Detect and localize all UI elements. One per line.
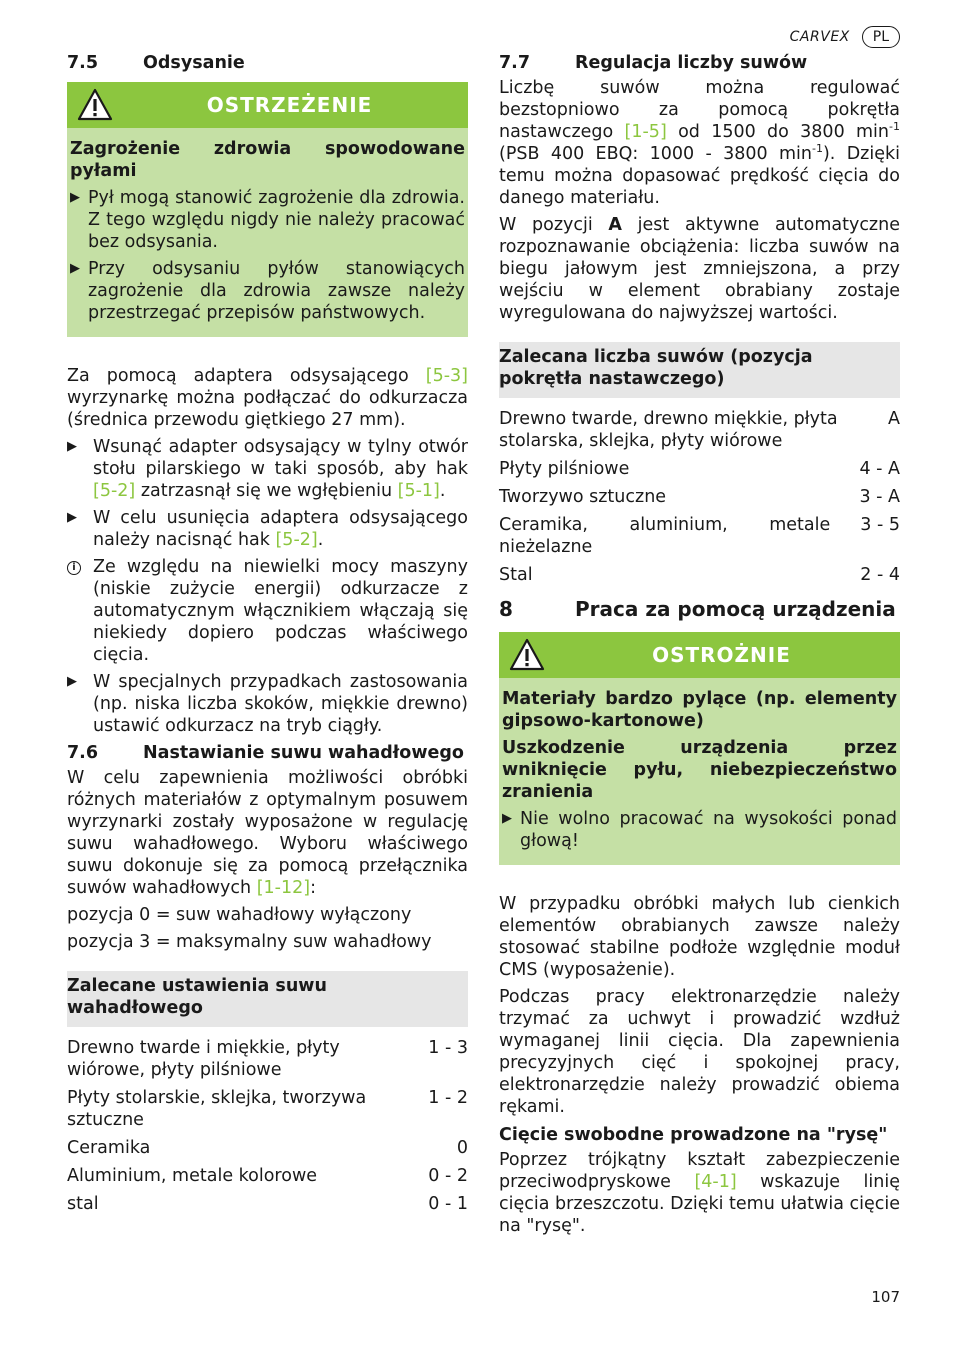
table-row: Tworzywo sztuczne 3 - A (499, 487, 900, 507)
table-row: Aluminium, metale kolorowe 0 - 2 (67, 1166, 468, 1186)
position-0-text: pozycja 0 = suw wahadłowy wyłączony (67, 905, 412, 925)
caution-bold-text: Materiały bardzo pylące (np. elementy gipsowo-kartonowe) (502, 689, 897, 731)
caution-bold-text: Uszkodzenie urządzenia przez wniknięcie pyłu, niebezpieczeństwo zranienia (502, 738, 897, 802)
language-badge: PL (862, 26, 900, 48)
paragraph: Podczas pracy elektronarzędzie należy trzymać za uchwyt i prowadzić wzdłuż wymaganej linii cięcia. Dla zapewnienia precyzyjnych cięć i spokojnej pracy, elektronarzędzie należy prowadzić obiema rękami. (499, 987, 900, 1117)
warning-triangle-icon (509, 638, 545, 672)
warning-title: OSTRZEŻENIE (206, 93, 373, 117)
position-3-text: pozycja 3 = maksymalny suw wahadłowy (67, 932, 432, 952)
figure-reference-link[interactable]: [5-1] (397, 481, 440, 501)
table-row: Płyty stolarskie, sklejka, tworzywa sztuczne 1 - 2 (67, 1088, 468, 1130)
caution-header (499, 632, 900, 678)
section-7-7-heading: 7.7 Regulacja liczby suwów (499, 53, 808, 73)
table-row: Płyty pilśniowe 4 - A (499, 459, 900, 479)
list-item: ▶ Przy odsysaniu pyłów stanowiących zagrożenie dla zdrowia zawsze należy przestrzegać przepisów państwowych. (70, 259, 465, 323)
caution-box (499, 632, 900, 865)
section-7-6-heading: 7.6 Nastawianie suwu wahadłowego (67, 743, 464, 763)
subheading: Cięcie swobodne prowadzone na "rysę" (499, 1125, 888, 1145)
right-column (499, 52, 900, 1242)
paragraph: W celu zapewnienia możliwości obróbki różnych materiałów z optymalnym posuwem wyrzynarki zostały wyposażone w regulację suwu wahadłowego. Wyboru właściwego suwu dokonuje się za pomocą przełącznika suwów wahadłowych [1-12]: (67, 768, 468, 898)
stroke-rate-table (499, 408, 900, 586)
page-header (790, 26, 900, 48)
figure-reference-link[interactable]: [5-2] (275, 530, 318, 550)
warning-triangle-icon (77, 88, 113, 122)
bullet-arrow-icon: ▶ (70, 261, 80, 276)
table-row: Ceramika, aluminium, metale nieżelazne 3 - 5 (499, 515, 900, 557)
bullet-arrow-icon: ▶ (502, 811, 512, 826)
caution-title: OSTROŻNIE (652, 643, 791, 667)
list-item: ▶ Nie wolno pracować na wysokości ponad głową! (502, 809, 897, 851)
figure-reference-link[interactable]: [1-5] (624, 122, 667, 142)
brand-name: CARVEX (789, 29, 850, 45)
warning-header (67, 82, 468, 128)
list-item: ▶ W celu usunięcia adaptera odsysającego należy nacisnąć hak [5-2]. (67, 508, 468, 550)
table-row: Stal 2 - 4 (499, 565, 900, 585)
table-row: Drewno twarde, drewno miękkie, płyta stolarska, sklejka, płyty wiórowe A (499, 409, 900, 451)
paragraph: Liczbę suwów można regulować bezstopniowo za pomocą pokrętła nastawczego [1-5] od 1500 do 3800 $\min^{-1} (PSB$ 400 EBQ: 1000 - 3800 $\min^{-1}$). Dzięki temu można dopasować prędkość cięcia do danego materiału. (499, 78, 900, 208)
figure-reference-link[interactable]: [4-1] (694, 1172, 737, 1192)
section-8-heading: 8 Praca za pomocą urządzenia (499, 597, 896, 621)
figure-reference-link[interactable]: [5-3] (425, 366, 468, 386)
table-row: Drewno twarde i miękkie, płyty wiórowe, płyty pilśniowe 1 - 3 (67, 1038, 468, 1080)
section-7-5-heading: 7.5 Odsysanie (67, 53, 245, 73)
paragraph: Poprzez trójkątny kształt zabezpieczenie przeciwodpryskowe [4-1] wskazuje linię cięcia brzeszczotu. Dzięki temu ułatwia cięcie na "rysę". (499, 1150, 900, 1236)
table-header: Zalecane ustawienia suwu wahadłowego (67, 971, 468, 1027)
table-header: Zalecana liczba suwów (pozycja pokrętła nastawczego) (499, 342, 900, 398)
page-number: 107 (871, 1288, 900, 1306)
figure-reference-link[interactable]: [5-2] (93, 481, 136, 501)
pendulum-settings-table (67, 1037, 468, 1215)
info-icon: i (67, 561, 81, 575)
list-item: ▶ Pył mogą stanowić zagrożenie dla zdrowia. Z tego względu nigdy nie należy pracować bez odsysania. (70, 188, 465, 252)
list-item: ▶ W specjalnych przypadkach zastosowania (np. niska liczba skoków, miękkie drewno) ustawić odkurzacz na tryb ciągły. (67, 672, 468, 736)
bullet-arrow-icon: ▶ (67, 439, 77, 454)
list-item: ▶ Wsunąć adapter odsysający w tylny otwór stołu pilarskiego w taki sposób, aby hak [5-2] zatrzasnął się we wgłębieniu [5-1]. (67, 437, 468, 501)
info-note: i Ze względu na niewielki mocy maszyny (niskie zużycie energii) odkurzacze z automatycznym włącznikiem włączają się niekiedy dopiero podczas właściwego cięcia. (67, 556, 468, 666)
figure-reference-link[interactable]: [1-12] (256, 878, 311, 898)
warning-bold-text: Zagrożenie zdrowia spowodowane pyłami (70, 139, 465, 181)
table-row: stal 0 - 1 (67, 1194, 468, 1214)
bullet-arrow-icon: ▶ (67, 674, 77, 689)
warning-box (67, 82, 468, 337)
table-row: Ceramika 0 (67, 1138, 468, 1158)
paragraph: Za pomocą adaptera odsysającego [5-3] wyrzynarkę można podłączać do odkurzacza (średnica przewodu giętkiego 27 mm). (67, 366, 468, 430)
bullet-arrow-icon: ▶ (67, 510, 77, 525)
paragraph: W pozycji A jest aktywne automatyczne rozpoznawanie obciążenia: liczba suwów na biegu jałowym jest zmniejszona, a przy wejściu w element obrabiany zostaje wyregulowana do najwyższej wartości. (499, 215, 900, 323)
left-column (67, 52, 468, 1221)
bullet-arrow-icon: ▶ (70, 190, 80, 205)
paragraph: W przypadku obróbki małych lub cienkich elementów obrabianych zawsze należy stosować stabilne podłoże względnie moduł CMS (wyposażenie). (499, 894, 900, 980)
